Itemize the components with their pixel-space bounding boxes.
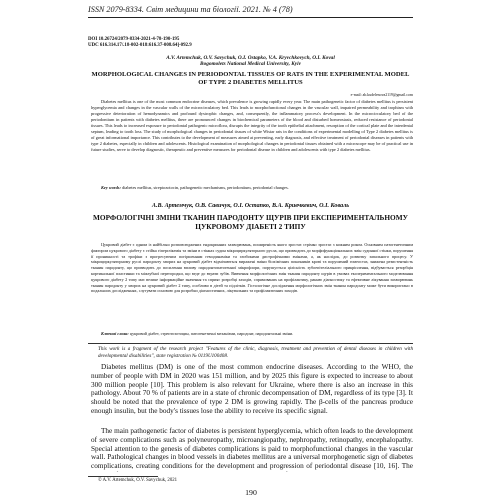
copyright-note: © A.V. Artemchuk, O.V. Savychuk, 2021	[98, 478, 178, 483]
keywords-en	[101, 185, 413, 191]
udc: UDC 616.314.17/.18-002-018:616.37-008.64]-092.9	[88, 43, 192, 49]
authors-en: A.V. Artemchuk, O.V. Savychuk, O.I. Ostapko, V.A. Kryvchkovych, O.I. Koval	[166, 55, 335, 61]
article-title-ua: МОРФОЛОГІЧНІ ЗМІНИ ТКАНИН ПАРОДОНТУ ЩУРІВ ПРИ ЕКСПЕРИМЕНТАЛЬНОМУ ЦУКРОВОМУ ДІАБЕТІ 2 ТИПУ	[93, 213, 408, 232]
keywords-label-ua: Ключові слова:	[101, 331, 129, 336]
header-rule	[88, 17, 413, 18]
footnote-rule	[88, 476, 158, 477]
abstract-en: Diabetes mellitus is one of the most common endocrine diseases, which prevalence is growing rapidly every year. The main pathogenetic factor of diabetes mellitus is persistent hyperglycemia and changes in the vascular walls of the microcirculatory bed. This leads to morphofunctional changes in the vascular wall, impaired permeability and trophism with progressive deterioration of hemodynamics and profound dystrophic changes, and, consequently, the inflammatory process's development. In the microcirculatory bed of the periodontium in patients with diabetes mellitus, there are pronounced changes in biochemical parameters of the blood and disturbed homeostasis, reduced resistance of periodontal tissues. This leads to increased exposure to periodontal pathogenic microflora, disrupts the integrity of the tooth epithelial attachment, resorption of the cortical plate and the interdental septum, leading to tooth loss. The study of morphological changes in periodontal tissues of white Wistar rats in the conditions of experimental modelling of Type 2 diabetes mellitus is of great informational importance. This contributes to the development of measures aimed at preventing, early diagnosis, and effective treatment of periodontal diseases in patients with type 2 diabetes, especially in children and adolescents. Histological examination of morphological changes in periodontal tissues obtained with a microscope may be of practical use in future studies, serve to develop diagnostic, therapeutic and preventive measures for periodontal disease in children and adolescents with type 2 diabetes mellitus.	[91, 99, 413, 153]
keywords-label-en: Key words:	[101, 185, 121, 190]
body-paragraph-2: The main pathogenetic factor of diabetes is persistent hyperglycemia, which often leads to the development of severe complications such as polyneuropathy, microangiopathy, nephropathy, retinopathy, encephalopathy. Special attention to the genesis of diabetes complications is paid to morphofunctional changes in the vascular wall. Pathological changes in blood vessels in diabetes mellitus are a universal morphogenetic sign of diabetes complications, creating conditions for the development and progression of periodontal disease [10, 16]. The	[91, 427, 413, 470]
keywords-text-ua: цукровий діабет, стрептозотоцин, патогенетичні механізми, пародонт, пародонтальні зміни.	[129, 331, 294, 336]
body-paragraph-1: Diabetes mellitus (DM) is one of the most common endocrine diseases. According to the WHO, the number of people with DM in 2020 was 151 million, and by 2025 this figure is expected to increase to about 300 million people [10]. This problem is also relevant for Ukraine, where there is also an increase in this pathology. About 70 % of patients are in a state of chronic decompensation of DM, regardless of its type [3]. It should be noted that the prevalence of type 2 DM is growing rapidly. The β-cells of the pancreas produce enough insulin, but the body's tissues lose the ability to receive its specific signal.	[91, 363, 413, 415]
funding-note: This work is a fragment of the research project "Features of the clinic, diagnosis, treatment and prevention of dental diseases in children with developmental disabilities", state registration № 0119U100408.	[98, 346, 413, 359]
authors-ua: А.В. Артемчук, О.В. Савичук, О.І. Остапко, В.А. Кривчкевич, О.І. Коваль	[151, 203, 350, 209]
abstract-ua: Цукровий діабет є одним із найбільш розповсюджених ендокринних захворювань, поширеність якого зростає стрімко зростає з кожним роком. Основним патогенетичним фактором цукрового діабету є стійка гіперглікемія та зміни в стінках судин мікроциркуляторного русла, що призводить до морфофункціональних змін судинної стінки, порушення її проникності та трофіки з прогресуючим погіршенням гемодинаміки та глибокими дистрофічними змінами, а, як наслідок, до розвитку запального процесу. У мікроциркуляторному руслі пародонту хворих на цукровий діабет відмічаються виражені зміни біохімічних показників крові та порушений гомеостаз, знижена резистентність тканин пародонту, що призводить до посилення впливу пародонтопатогенної мікрофлори, порушується цілісність зубоепітеліального прикріплення, відбувається резорбція кортикальної пластинки та міжзубної перегородки, що веде до втрати зубів. Вивчення морфологічних змін тканин пародонту щурів в умовах експериментального моделювання цукрового діабету 2 типу має велике інформаційне значення та сприяє розробці заходів, спрямованих на профілактику, ранню діагностику та ефективне лікування захворювань тканин пародонту у хворих на цукровий діабет 2 типу, особливо в дітей та підлітків. Гістологічне дослідження морфологічних змін тканин пародонту може бути використано в подальших дослідженнях, слугувати основою для розробки діагностичних, лікувальних та профілактичних заходів.	[91, 242, 413, 294]
keywords-text-en: diabetes mellitus, streptozotocin, pathogenetic mechanisms, periodontium, periodontal changes.	[122, 185, 289, 190]
affiliation: Bogomolets National Medical University, Kyiv	[200, 61, 301, 67]
doi: DOI 10.26724/2079-8334-2021-4-78-190-195	[88, 37, 180, 42]
contact-email: e-mail: ab.kudelenova2119@gmail.com	[350, 93, 413, 97]
article-title-en: MORPHOLOGICAL CHANGES IN PERIODONTAL TISSUES OF RATS IN THE EXPERIMENTAL MODEL OF TYPE 2 DIABETES MELLITUS	[91, 71, 410, 86]
keywords-ua	[101, 331, 413, 337]
section-rule	[88, 343, 413, 344]
article-identifiers	[88, 37, 418, 49]
page-number: 190	[245, 488, 257, 497]
journal-running-head: ISSN 2079-8334. Світ медицини та біології. 2021. № 4 (78)	[88, 5, 293, 14]
